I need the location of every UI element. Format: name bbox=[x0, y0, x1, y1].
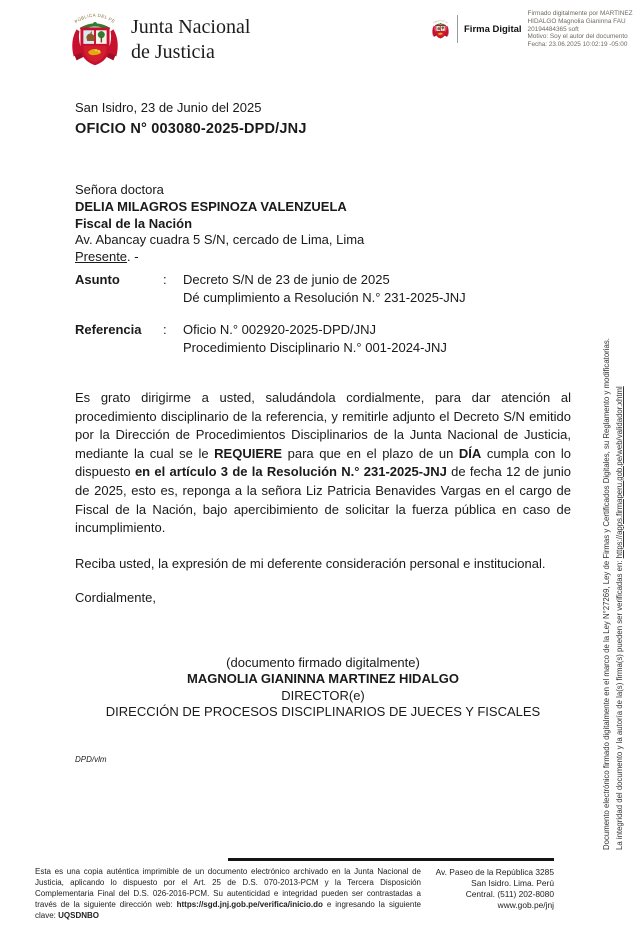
vertical-legal-note-line1: Documento electrónico firmado digitalmente en el marco de la Ley N°27269, Ley de Firmas y Certificados Digitales, su Reglamento y modificatorias. bbox=[602, 338, 611, 850]
oficio-number: OFICIO N° 003080-2025-DPD/JNJ bbox=[75, 121, 307, 137]
signatory-role: DIRECTOR(e) bbox=[281, 687, 365, 703]
address-line: www.gob.pe/jnj bbox=[497, 900, 554, 910]
stamp-divider bbox=[457, 15, 458, 43]
subject-label: Asunto bbox=[75, 272, 120, 287]
signature-digital-note: (documento firmado digitalmente) bbox=[226, 655, 420, 670]
stamp-coat-of-arms-icon bbox=[430, 18, 451, 41]
reference-label: Referencia bbox=[75, 322, 142, 337]
vertical-legal-note-line2: La integridad del documento y la autoría de la(s) firma(s) pueden ser verificadas en: https://apps.firmaperu.gob.pe/web/validador.xhtml bbox=[615, 386, 624, 850]
org-title bbox=[131, 15, 250, 65]
reference-colon: : bbox=[163, 322, 167, 337]
stamp-signature-details bbox=[528, 10, 640, 49]
addressee-presente: Presente. - bbox=[75, 249, 139, 265]
addressee-address: Av. Abancay cuadra 5 S/N, cercado de Lima, Lima bbox=[75, 232, 365, 248]
digital-signature-stamp bbox=[430, 10, 640, 49]
typist-initials: DPD/vlm bbox=[75, 755, 107, 764]
signatory-name: MAGNOLIA GIANINNA MARTINEZ HIDALGO bbox=[186, 671, 460, 687]
peru-coat-of-arms-icon bbox=[64, 8, 126, 72]
stamp-label: Firma Digital bbox=[464, 23, 522, 35]
body-paragraph: Es grato dirigirme a usted, saludándola cordialmente, para dar atención al procedimiento disciplinario de la referencia, y remitirle adjunto el Decreto S/N emitido por la Dirección de Procedimientos Disciplinarios de la Junta Nacional de Justicia, mediante la cual se le REQUIERE para que en el plazo de un DÍA cumpla con lo dispuesto en el artículo 3 de la Resolución N.° 231-2025-JNJ de fecha 12 de junio de 2025, esto es, reponga a la señora Liz Patricia Benavides Vargas en el cargo de Fiscal de la Nación, bajo apercibimiento de solicitar la fuerza pública en caso de incumplimiento. bbox=[75, 390, 572, 536]
stamp-detail-line: Motivo: Soy el autor del documento bbox=[527, 33, 628, 41]
stamp-detail-line: HIDALGO Magnolia Gianinna FAU bbox=[527, 17, 626, 25]
signature-block bbox=[75, 655, 571, 721]
stamp-detail-line: 20194484365 soft bbox=[527, 25, 579, 33]
stamp-detail-line: Fecha: 23.06.2025 10:02:19 -05:00 bbox=[527, 41, 628, 49]
address-line: Av. Paseo de la República 3285 bbox=[435, 867, 554, 877]
reference-line: Procedimiento Disciplinario N.° 001-2024-JNJ bbox=[183, 340, 447, 355]
subject-reference-block bbox=[75, 271, 466, 357]
addressee-name: DELIA MILAGROS ESPINOZA VALENZUELA bbox=[75, 198, 347, 214]
dateline: San Isidro, 23 de Junio del 2025 bbox=[75, 100, 262, 115]
addressee-title: Fiscal de la Nación bbox=[75, 215, 193, 231]
subject-lines bbox=[183, 271, 466, 307]
stamp-detail-line: Firmado digitalmente por MARTINEZ bbox=[527, 10, 633, 17]
subject-line: Decreto S/N de 23 de junio de 2025 bbox=[183, 272, 390, 287]
address-line: San Isidro. Lima. Perú bbox=[471, 878, 554, 888]
subject-colon: : bbox=[163, 272, 167, 287]
authenticity-note: Esta es una copia auténtica imprimible de un documento electrónico archivado en la Junta Nacional de Justicia, aplicando lo dispuesto por el Art. 25 de D.S. 070-2013-PCM y la Tercera Disposición Complementaria Final del D.S. 026-2016-PCM. Su autenticidad e integridad pueden ser contrastadas a través de la siguiente dirección web: https://sgd.jnj.gob.pe/verifica/inicio.do e ingresando la siguiente clave: UQSDNBO bbox=[35, 867, 421, 920]
org-title-line2: de Justicia bbox=[131, 41, 215, 63]
farewell-line: Cordialmente, bbox=[75, 590, 156, 605]
signatory-department: DIRECCIÓN DE PROCESOS DISCIPLINARIOS DE JUECES Y FISCALES bbox=[105, 704, 541, 720]
org-title-line1: Junta Nacional bbox=[131, 16, 251, 38]
addressee-salutation: Señora doctora bbox=[75, 182, 164, 197]
address-line: Central. (511) 202-8080 bbox=[465, 889, 554, 899]
institution-address bbox=[436, 867, 554, 911]
vertical-legal-note bbox=[600, 333, 628, 850]
addressee-block bbox=[75, 182, 364, 266]
closing-line: Reciba usted, la expresión de mi deferente consideración personal e institucional. bbox=[75, 556, 546, 571]
subject-line: Dé cumplimiento a Resolución N.° 231-2025-JNJ bbox=[183, 290, 466, 305]
reference-lines bbox=[183, 321, 447, 357]
footer-divider bbox=[228, 858, 554, 861]
reference-row bbox=[75, 321, 466, 357]
subject-row bbox=[75, 271, 466, 307]
reference-line: Oficio N.° 002920-2025-DPD/JNJ bbox=[183, 322, 377, 337]
